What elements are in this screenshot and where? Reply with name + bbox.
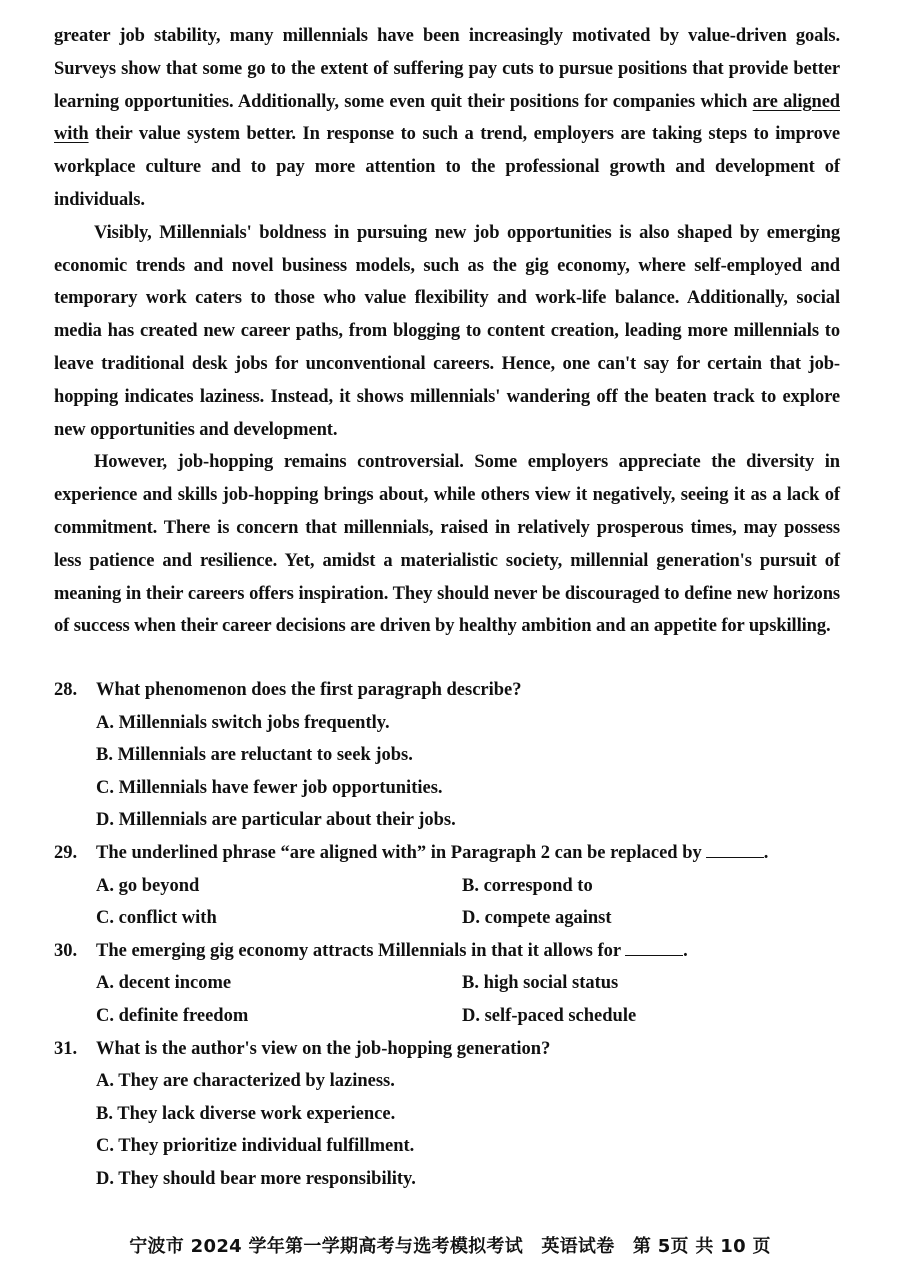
question-stem — [54, 1033, 840, 1066]
paragraph-2: Visibly, Millennials' boldness in pursuing new job opportunities is also shaped by emerging economic trends and novel business models, such as the gig economy, where self-employed and temporary work caters to those who value flexibility and work-life balance. Additionally, social media has created new career paths, from blogging to content creation, leading more millennials to leave traditional desk jobs for unconventional careers. Hence, one can't say for certain that job-hopping indicates laziness. Instead, it shows millennials' wandering off the beaten track to explore new opportunities and development. — [54, 222, 840, 440]
page-footer: 宁波市 2024 学年第一学期高考与选考模拟考试 英语试卷 第 5页 共 10 页 — [129, 1236, 771, 1257]
question-end: . — [683, 940, 688, 961]
question-end: . — [763, 842, 769, 863]
paragraph-1-text-a: greater job stability, many millennials have been increasingly motivated by value-driven goals. Surveys show that some go to the extent of suffering pay cuts to pursue positions that provide better learning opportunities. Additionally, some even quit their positions for companies which — [54, 26, 840, 112]
paragraph-3: However, job-hopping remains controversial. Some employers appreciate the diversity in experience and skills job-hopping brings about, while others view it negatively, seeing it as a lack of commitment. There is concern that millennials, raised in relatively prosperous times, may possess less patience and resilience. Yet, amidst a materialistic society, millennial generation's pursuit of meaning in their careers offers inspiration. They should never be discouraged to define new horizons of success when their career decisions are driven by healthy ambition and an appetite for upskilling. — [54, 452, 840, 637]
option-b[interactable]: B. correspond to — [462, 875, 593, 896]
question-30 — [54, 935, 840, 1033]
option-a[interactable]: A. Millennials switch jobs frequently. — [96, 712, 390, 733]
question-text-wrap — [96, 935, 688, 968]
option-c[interactable]: C. conflict with — [96, 908, 217, 929]
answer-blank — [706, 843, 764, 858]
question-31 — [54, 1033, 840, 1196]
option-c[interactable]: C. definite freedom — [96, 1005, 249, 1026]
question-text-wrap — [96, 837, 768, 870]
option-d[interactable]: D. Millennials are particular about their jobs. — [96, 810, 456, 831]
option-grid — [54, 870, 840, 935]
question-29 — [54, 837, 840, 935]
option-list — [54, 707, 840, 837]
question-stem — [54, 674, 840, 707]
option-b[interactable]: B. They lack diverse work experience. — [96, 1103, 396, 1124]
option-grid — [54, 967, 840, 1032]
question-28 — [54, 674, 840, 837]
reading-passage — [54, 20, 840, 643]
option-c[interactable]: C. They prioritize individual fulfillment. — [96, 1136, 415, 1157]
option-c[interactable]: C. Millennials have fewer job opportunities. — [96, 777, 443, 798]
question-number: 29. — [54, 842, 78, 863]
option-list — [54, 1065, 840, 1195]
option-b[interactable]: B. high social status — [462, 973, 619, 994]
question-text: What is the author's view on the job-hopping generation? — [96, 1038, 551, 1059]
option-a[interactable]: A. go beyond — [96, 875, 200, 896]
option-a[interactable]: A. decent income — [96, 973, 232, 994]
question-number: 30. — [54, 940, 78, 961]
question-text: The underlined phrase “are aligned with” in Paragraph 2 can be replaced by — [96, 842, 702, 863]
question-number: 28. — [54, 680, 78, 700]
question-stem — [54, 837, 840, 870]
answer-blank — [625, 941, 683, 956]
paragraph-1-text-b: their value system better. In response to such a trend, employers are taking steps to improve workplace culture and to pay more attention to the professional growth and development of individuals. — [54, 124, 840, 210]
option-a[interactable]: A. They are characterized by laziness. — [96, 1071, 395, 1092]
option-d[interactable]: D. compete against — [462, 908, 612, 929]
question-text: What phenomenon does the first paragraph describe? — [96, 680, 522, 700]
option-d[interactable]: D. self-paced schedule — [462, 1005, 637, 1026]
option-b[interactable]: B. Millennials are reluctant to seek jobs. — [96, 745, 413, 766]
paragraph-1 — [54, 20, 840, 217]
underlined-phrase: are aligned with — [54, 91, 840, 145]
question-stem — [54, 935, 840, 968]
option-d[interactable]: D. They should bear more responsibility. — [96, 1168, 416, 1189]
question-number: 31. — [54, 1038, 78, 1059]
question-list — [54, 674, 840, 1196]
question-text: The emerging gig economy attracts Millennials in that it allows for — [96, 940, 622, 961]
